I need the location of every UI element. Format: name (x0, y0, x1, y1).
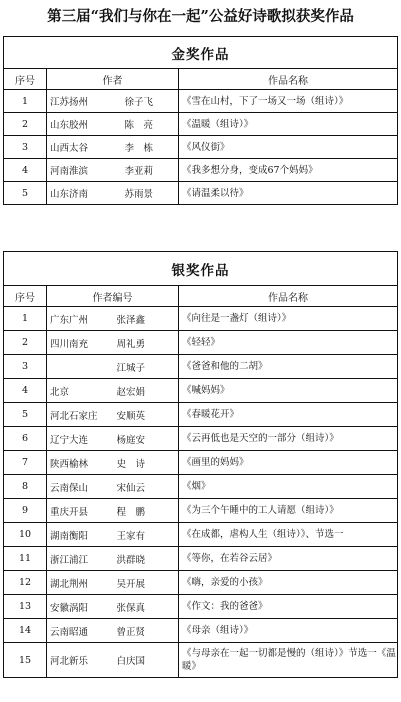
author-name: 王家有 (117, 523, 179, 547)
author-location: 重庆开县 (47, 499, 117, 523)
row-number: 13 (4, 595, 47, 619)
work-title: 《向往是一盏灯（组诗）》 (179, 307, 398, 331)
row-number: 11 (4, 547, 47, 571)
row-number: 4 (4, 379, 47, 403)
work-title: 《为三个午睡中的工人请愿（组诗）》 (179, 499, 398, 523)
row-number: 4 (4, 159, 47, 182)
row-number: 3 (4, 136, 47, 159)
table-row (4, 331, 398, 355)
gold-award-table (3, 36, 398, 205)
gold-col-number-header: 序号 (4, 69, 47, 90)
table-row (4, 90, 398, 113)
row-number: 1 (4, 307, 47, 331)
author-location: 河南淮滨 (47, 159, 125, 182)
author-location: 陕西榆林 (47, 451, 117, 475)
author-location: 山东胶州 (47, 113, 125, 136)
work-title: 《请温柔以待》 (179, 182, 398, 205)
author-location: 云南保山 (47, 475, 117, 499)
author-name: 洪群晓 (117, 547, 179, 571)
row-number: 2 (4, 113, 47, 136)
author-name: 张泽鑫 (117, 307, 179, 331)
author-name: 李 栋 (125, 136, 179, 159)
author-location: 江苏扬州 (47, 90, 125, 113)
row-number: 5 (4, 403, 47, 427)
row-number: 8 (4, 475, 47, 499)
row-number: 10 (4, 523, 47, 547)
author-name: 程 鹏 (117, 499, 179, 523)
gold-section-heading: 金奖作品 (4, 37, 398, 69)
author-name: 张保真 (117, 595, 179, 619)
work-title: 《画里的妈妈》 (179, 451, 398, 475)
work-title: 《风仪街》 (179, 136, 398, 159)
table-row (4, 547, 398, 571)
author-name: 史 诗 (117, 451, 179, 475)
row-number: 2 (4, 331, 47, 355)
author-name: 吴开展 (117, 571, 179, 595)
table-row (4, 182, 398, 205)
table-row (4, 499, 398, 523)
table-row (4, 159, 398, 182)
author-name: 周礼勇 (117, 331, 179, 355)
table-row (4, 451, 398, 475)
table-row (4, 307, 398, 331)
author-name: 赵宏娟 (117, 379, 179, 403)
row-number: 9 (4, 499, 47, 523)
author-location: 浙江浦江 (47, 547, 117, 571)
row-number: 14 (4, 619, 47, 643)
work-title: 《温暖（组诗）》 (179, 113, 398, 136)
work-title: 《云再低也是天空的一部分（组诗）》 (179, 427, 398, 451)
author-name: 曾正贤 (117, 619, 179, 643)
work-title: 《作文：我的爸爸》 (179, 595, 398, 619)
table-row (4, 403, 398, 427)
work-title: 《我多想分身，变成67个妈妈》 (179, 159, 398, 182)
row-number: 1 (4, 90, 47, 113)
author-location (47, 355, 117, 379)
author-location: 辽宁大连 (47, 427, 117, 451)
table-row (4, 355, 398, 379)
work-title: 《在成都，虐构人生（组诗）》、节选一 (179, 523, 398, 547)
table-row (4, 619, 398, 643)
author-name: 杨庭安 (117, 427, 179, 451)
gold-col-author-header: 作者 (47, 69, 179, 90)
author-name: 宋仙云 (117, 475, 179, 499)
work-title: 《爸爸和他的二胡》 (179, 355, 398, 379)
author-name: 江城子 (117, 355, 179, 379)
author-name: 陈 亮 (125, 113, 179, 136)
row-number: 12 (4, 571, 47, 595)
author-location: 四川南充 (47, 331, 117, 355)
table-row (4, 136, 398, 159)
author-location: 山西太谷 (47, 136, 125, 159)
author-location: 安徽涡阳 (47, 595, 117, 619)
work-title: 《烟》 (179, 475, 398, 499)
author-name: 安顺英 (117, 403, 179, 427)
silver-col-author-header: 作者编号 (47, 286, 179, 307)
author-location: 湖北荆州 (47, 571, 117, 595)
author-location: 河北新乐 (47, 643, 117, 678)
row-number: 6 (4, 427, 47, 451)
table-row (4, 523, 398, 547)
author-location: 河北石家庄 (47, 403, 117, 427)
author-location: 山东济南 (47, 182, 125, 205)
table-row (4, 643, 398, 678)
work-title: 《春暖花开》 (179, 403, 398, 427)
row-number: 5 (4, 182, 47, 205)
author-name: 苏雨景 (125, 182, 179, 205)
page-title: 第三届“我们与你在一起”公益好诗歌拟获奖作品 (47, 8, 354, 25)
work-title: 《等你，在若谷云居》 (179, 547, 398, 571)
table-row (4, 427, 398, 451)
table-row (4, 571, 398, 595)
work-title: 《轻轻》 (179, 331, 398, 355)
author-location: 广东广州 (47, 307, 117, 331)
gold-col-work-header: 作品名称 (179, 69, 398, 90)
table-row (4, 475, 398, 499)
work-title: 《与母亲在一起一切都是慢的（组诗）》节选一《温暖》 (179, 643, 398, 678)
author-location: 北京 (47, 379, 117, 403)
row-number: 3 (4, 355, 47, 379)
author-name: 李亚莉 (125, 159, 179, 182)
author-name: 徐子飞 (125, 90, 179, 113)
author-location: 湖南衡阳 (47, 523, 117, 547)
silver-award-table (3, 251, 398, 678)
author-name: 白庆国 (117, 643, 179, 678)
row-number: 7 (4, 451, 47, 475)
work-title: 《嗨，亲爱的小孩》 (179, 571, 398, 595)
work-title: 《母亲（组诗）》 (179, 619, 398, 643)
author-location: 云南昭通 (47, 619, 117, 643)
table-row (4, 113, 398, 136)
work-title: 《雪在山村，下了一场又一场（组诗）》 (179, 90, 398, 113)
table-row (4, 379, 398, 403)
silver-col-number-header: 序号 (4, 286, 47, 307)
table-row (4, 595, 398, 619)
work-title: 《喊妈妈》 (179, 379, 398, 403)
silver-section-heading: 银奖作品 (4, 252, 398, 286)
silver-col-work-header: 作品名称 (179, 286, 398, 307)
row-number: 15 (4, 643, 47, 678)
